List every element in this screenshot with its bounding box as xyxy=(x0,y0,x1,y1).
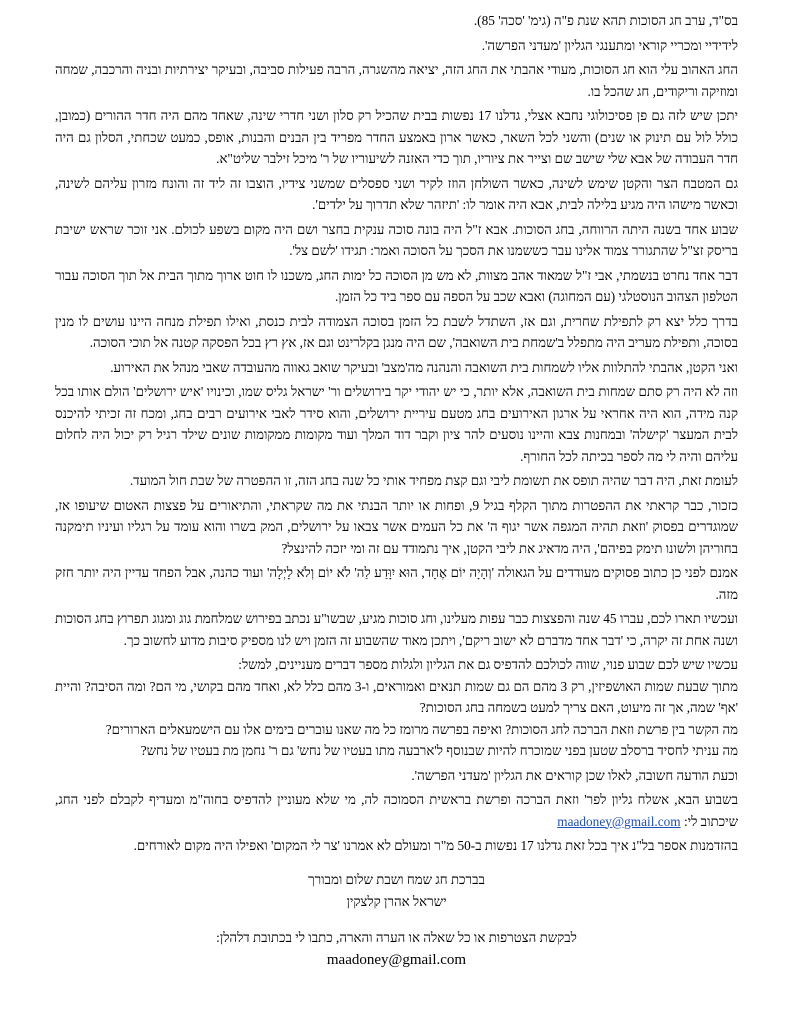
closing-note: בהזדמנות אספר בל"נ איך בכל זאת גדלנו 17 נפשות ב-50 מ"ר ומעולם לא אמרנו 'צר לי המקום' ואפילו היה מקום לאורחים. xyxy=(133,838,738,853)
paragraph-9: לעומת זאת, היה דבר שהיה תופס את תשומת ליבי וגם קצת מפחיד אותי כל שנה בחג הזה, זו ההפטרה של שבת חול המועד. xyxy=(129,473,738,488)
paragraph-4: שבוע אחד בשנה היתה הרווחה, בחג הסוכות. אבא ז"ל היה בונה סוכה ענקית בחצר ושם היה מקום בשפע לכולם. אני זוכר שראש ישיבת בריסק זצ"ל שהתגורר צמוד אלינו עבר כששמנו את הסכך על הסוכה ואמר: תגידו 'לשם צל'. xyxy=(55,221,738,258)
header-line: בס"ד, ערב חג הסוכות תהא שנת פ"ה (גימ' 'סכה' 85). xyxy=(473,13,738,28)
paragraph-6: בדרך כלל יצא רק לתפילת שחרית, וגם אז, השתדל לשבת כל הזמן בסוכה הצמודה לבית כנסת, ואילו תפילת מנחה היינו עושים לו מנין בסוכה, ותפילת מעריב היה מתפלל ב'שמחת בית השואבה', שם היה מנגן בקלרינט וגם אז, אץ רץ בכל הפסקה קטנה אל תוכי הסוכה. xyxy=(55,313,738,350)
notice-email-link[interactable]: maadoney@gmail.com xyxy=(557,813,681,829)
paragraph-8: וזה לא היה רק סתם שמחות בית השואבה, אלא יותר, כי יש יהודי יקר בירושלים ור' ישראל גליס שמו, וכינויו 'איש ירושלים' הולם אותו בכל קנה מידה, הוא היה אחראי על ארגון האירועים בחג מטעם עיריית ירושלים, והוא סידר לאבי אירועים רבים בחג, ומכח זה זכיתי להיכנס לבית המעצר 'קישלה' ובמחנות צבא והיינו נוסעים להר ציון וקבר דוד המלך ועוד מקומות ממקומות שונים שילד רגיל רק יכול היה לחלום עליהם והיה לי מה לספר בכיתה לכל החורף. xyxy=(55,384,738,464)
signature-name: ישראל אהרן קלצקין xyxy=(346,893,447,909)
notice-text: בשבוע הבא, אשלח גליון לפר' וזאת הברכה ופרשת בראשית הסמוכה לה, מי שלא מעוניין להדפיס בחוה"מ ומעדיף לקבלם לפני החג, שיכתוב לי: xyxy=(55,792,738,829)
paragraph-10: כזכור, כבר קראתי את ההפטרות מתוך הקלף בגיל 9, ופחות או יותר הבנתי את מה שקראתי, והתיאורים על פצצות האטום שיעופו אז, שמוגדרים בפסוק 'וזאת תהיה המגפה אשר יגוף ה' את כל העמים אשר צבאו על ירושלים, המק בשרו והוא עומד על רגליו ועיניו תימקנה בחוריהן ולשונו תימק בפיהם', היה מדאיג את ליבי הקטן, איך נתמודד עם זה ומי יזכה להינצל? xyxy=(55,497,738,556)
signature-blessing: בברכת חג שמח ושבת שלום ומבורך xyxy=(308,871,485,887)
paragraph-2: יתכן שיש לזה גם פן פסיכולוגי נחבא אצלי, גדלנו 17 נפשות בבית שהכיל רק סלון ושני חדרי שינה, שאחד מהם היה חדר ההורים (כמובן, כולל לול עם תינוק או שנים) והשני לכל השאר, כאשר ארון באמצע החדר מפריד בין הבנים והבנות, אופס, כמעט שכחתי, הסלון גם היה חדר העבודה של אבא שלי שישב שם וצייר את ציוריו, תוך כדי האזנה לשיעוריו של ר' מיכל זילבר שליט"א. xyxy=(55,108,738,166)
notice-paragraph xyxy=(55,789,738,832)
paragraph-1: החג האהוב עלי הוא חג הסוכות, מעודי אהבתי את החג הזה, יציאה מהשגרה, הרבה פעילות סביבה, ובעיקר יצירתיות ובניה והרכבה, שמחה ומוזיקה וריקודים, חג שהכל בו. xyxy=(55,62,738,99)
signature-block xyxy=(55,869,738,913)
paragraph-5: דבר אחד נחרט בנשמתי, אבי ז"ל שמאוד אהב מצוות, לא מש מן הסוכה כל ימות החג, משכנו לו חוט ארוך מתוך הבית אל תוך הסוכה עבור הטלפון הצהוב הנוסטלגי (עם המחוגה) ואבא שכב על הספה עם ספר ביד כל הזמן. xyxy=(55,267,738,304)
contact-block xyxy=(55,927,738,971)
paragraph-11: אמנם לפני כן כתוב פסוקים מעודדים על הגאולה 'וְהָיָה יוֹם אֶחָד, הוּא יִוָּדַע לַה' לֹא יוֹם וְלֹא לָיְלָה' ועוד כהנה, אבל הפחד עדיין היה יותר חזק מזה. xyxy=(55,565,738,602)
contact-text: לבקשת הצטרפות או כל שאלה או הערה והארה, כתבו לי בכתובת דלהלן: xyxy=(216,929,577,945)
paragraph-12: ועכשיו תארו לכם, עברו 45 שנה והפצצות כבר עפות מעלינו, וחג סוכות מגיע, שבשו"ע נכתב בפירוש שמלחמת גוג ומגוג תפרוץ בחג הסוכות ושנה אחת זה יקרה, כי 'דבר אחד מדברם לא ישוב ריקם', ויתכן מאוד שהשבוע זה הזמן ויש לנו מספיק סיבות מדוע לחשוב כך. xyxy=(55,611,738,648)
greeting: לידידיי ומכריי קוראי ומתענגי הגליון 'מעדני הפרשה'. xyxy=(481,37,738,53)
paragraph-7: ואני הקטן, אהבתי להתלוות אליו לשמחות בית השואבה והנהנה מה'מצב' ובעיקר שואב גאווה מהעובדה שאבי מנהל את האירוע. xyxy=(110,359,738,375)
paragraph-14: וכעת הודעה חשובה, לאלו שכן קוראים את הגליון 'מעדני הפרשה'. xyxy=(411,767,738,783)
paragraph-13: עכשיו שיש לכם שבוע פנוי, שווה לכולכם להדפיס גם את הגליון ולגלות מספר דברים מעניינים, למשל: מתוך שבעת שמות האושפיזין, רק 3 מהם הם גם שמות תנאים ואמוראים, ו-3 מהם כלל לא, ואחד מהם בקושי, מי הם? ומה הסיבה? והיית 'אף' שמה, אך זה מיעוט, האם צריך למעט בשמחה בחג הסוכות? מה הקשר בין פרשת וזאת הברכה לחג הסוכות? ואיפה בפרשה מרומז כל מה שאנו עוברים בימים אלו עם הישמעאלים הארורים? מה עניתי לחסיד ברסלב שטען בפני שמוכרח להיות שבנוסף ל'ארבעה מתו בעטיו של נחש' גם ר' נחמן מת בעטיו של נחש? xyxy=(55,657,739,758)
paragraph-3: גם המטבח הצר והקטן שימש לשינה, כאשר השולחן הוזז לקיר ושני ספסלים שמשני צידיו, הוצבו זה ליד זה והונח מזרון עליהם לשינה, וכאשר מישהו היה מגיע בלילה לבית, אבא היה אומר לו: 'תיזהר שלא תדרוך על ילדים'. xyxy=(55,175,738,212)
contact-email[interactable]: maadoney@gmail.com xyxy=(326,951,467,968)
